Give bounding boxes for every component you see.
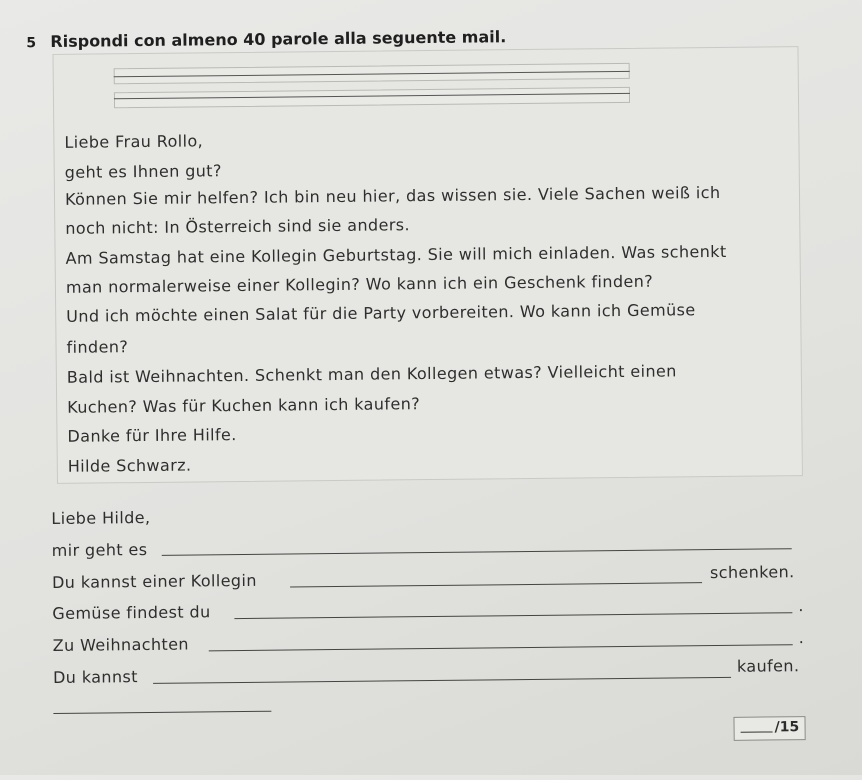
answer-blank-3[interactable] bbox=[234, 612, 792, 619]
task-instruction: Rispondi con almeno 40 parole alla seguente mail. bbox=[50, 27, 507, 51]
email-line: noch nicht: In Österreich sind sie anders. bbox=[65, 215, 411, 238]
email-line: Und ich möchte einen Salat für die Party vorbereiten. Wo kann ich Gemüse bbox=[66, 300, 696, 326]
email-line: Kuchen? Was für Kuchen kann ich kaufen? bbox=[67, 394, 421, 417]
email-line: Danke für Ihre Hilfe. bbox=[67, 425, 237, 446]
score-max: /15 bbox=[774, 719, 800, 736]
email-line: Können Sie mir helfen? Ich bin neu hier, das wissen sie. Viele Sachen weiß ich bbox=[64, 182, 721, 209]
reply-line-2-prefix: Du kannst einer Kollegin bbox=[51, 570, 257, 592]
answer-blank-signature[interactable] bbox=[53, 711, 271, 714]
email-line: Hilde Schwarz. bbox=[67, 455, 192, 476]
reply-line-4-suffix: . bbox=[798, 628, 805, 648]
email-line: geht es Ihnen gut? bbox=[64, 161, 222, 182]
email-box bbox=[52, 46, 802, 484]
answer-blank-5[interactable] bbox=[153, 677, 731, 684]
answer-blank-4[interactable] bbox=[209, 644, 793, 651]
email-line: Liebe Frau Rollo, bbox=[64, 131, 204, 152]
task-heading bbox=[26, 27, 506, 51]
email-line: Bald ist Weihnachten. Schenkt man den Kollegen etwas? Vielleicht einen bbox=[66, 361, 677, 387]
score-blank[interactable] bbox=[741, 731, 773, 732]
reply-line-3-prefix: Gemüse findest du bbox=[52, 602, 211, 623]
score-box bbox=[733, 716, 805, 741]
reply-line-5-suffix: kaufen. bbox=[736, 656, 800, 676]
reply-line-2-suffix: schenken. bbox=[709, 562, 795, 583]
reply-line-3-suffix: . bbox=[798, 596, 804, 616]
answer-blank-1[interactable] bbox=[162, 548, 792, 556]
reply-line-5-prefix: Du kannst bbox=[52, 667, 138, 687]
email-line: finden? bbox=[66, 337, 129, 357]
reply-line-4-prefix: Zu Weihnachten bbox=[52, 634, 190, 655]
answer-blank-2[interactable] bbox=[290, 582, 702, 587]
reply-line-1-prefix: mir geht es bbox=[51, 539, 148, 560]
email-line: Am Samstag hat eine Kollegin Geburtstag. Sie will mich einladen. Was schenkt bbox=[65, 241, 727, 268]
reply-greeting: Liebe Hilde, bbox=[51, 507, 151, 528]
email-line: man normalerweise einer Kollegin? Wo kann ich ein Geschenk finden? bbox=[65, 271, 654, 297]
task-number: 5 bbox=[26, 35, 37, 52]
